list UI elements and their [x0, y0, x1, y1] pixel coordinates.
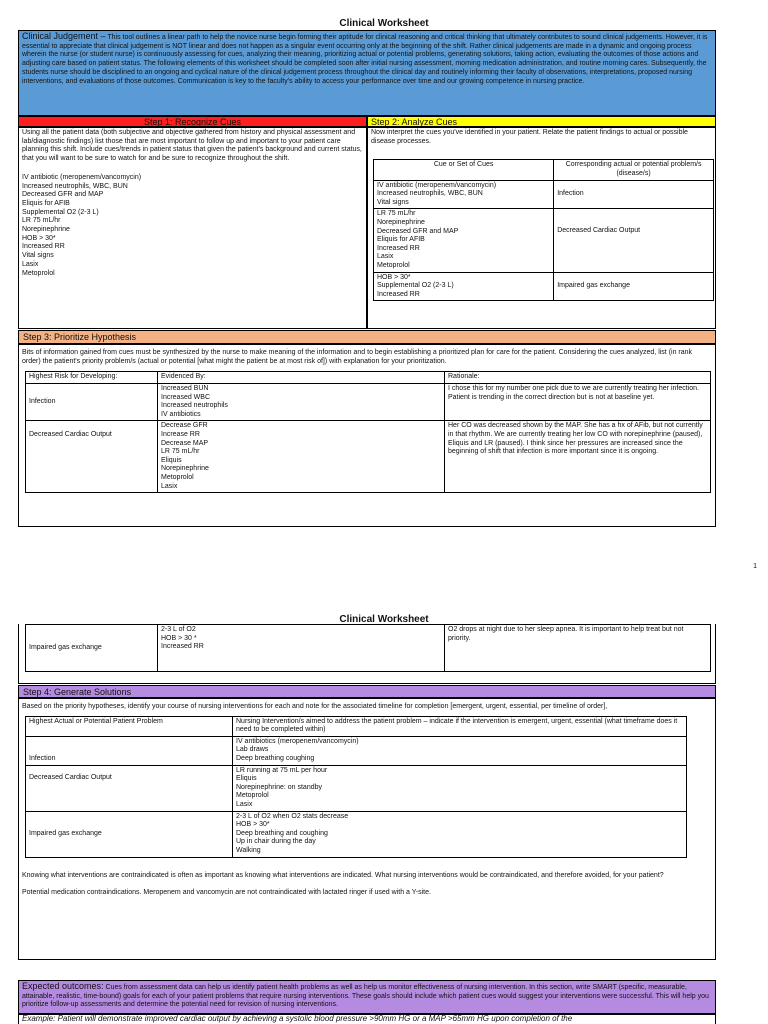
step3-col-evidence: Evidenced By:	[158, 372, 445, 384]
worksheet-page-2	[0, 610, 768, 1024]
expected-outcomes-heading: Expected outcomes:	[22, 981, 104, 991]
list-item: HOB > 30*	[22, 234, 56, 242]
contraindication-answer: Potential medication contraindications. Meropenem and vancomycin are not contraindicated with lactated ringer if used with a Y-site.	[22, 889, 431, 897]
table-row: IV antibiotic (meropenem/vancomycin) Increased neutrophils, WBC, BUN Vital signs Infection	[374, 180, 714, 209]
list-item: Metoprolol	[22, 269, 55, 277]
list-item: Vital signs	[22, 252, 54, 260]
list-item: Increased RR	[22, 243, 65, 251]
step4-body	[18, 698, 716, 960]
step3-intro: Bits of information gained from cues must be synthesized by the nurse to make meaning of the information and to begin establishing a prioritized plan for care for the patient. Considering the cues analyzed, list (in rank order) the patient's priority problem/s (actual or potential [what might the patient be at most risk of]) with explanation for your prioritization.	[22, 349, 693, 365]
step3-table	[25, 371, 711, 493]
step1-header: Step 1: Recognize Cues	[18, 116, 367, 127]
list-item: Norepinephrine	[22, 226, 70, 234]
step4-header: Step 4: Generate Solutions	[18, 685, 716, 698]
table-row: LR 75 mL/hr Norepinephrine Decreased GFR and MAP Eliquis for AFIB Increased RR Lasix Metoprolol Decreased Cardiac Output	[374, 209, 714, 272]
page-title: Clinical Worksheet	[339, 18, 429, 29]
page-number: 1	[753, 563, 757, 570]
clinical-judgement-text: This tool outlines a linear path to help the novice nurse begin forming their aptitude for clinical reasoning and critical thinking that ultimately contributes to sound clinical judgements. However, it is essential to appreciate that clinical judgement is NOT linear and does not happen as a singular event occurring only at the beginning of the shift. Rather clinical judgements are made in a dynamic and ongoing process wherein the nurse (or student nurse) is continuously assessing for cues, analyzing their meaning, prioritizing actual or potential problems, generating solutions, taking action, evaluating the outcomes of those actions and adjusting care based on patient status. The following elements of this worksheet should be completed soon after initial nursing assessment, morning medication administration, and routine morning cares. Subsequently, the students nurse should be disciplined to an ongoing and cyclical nature of the clinical judgement process throughout the clinical day and routinely informing their faculty of observations, interpretations, proposed nursing interventions, and evaluations of those outcomes. Communication is key to the faculty's ability to access your performance over time and our growing competence in nursing practice.	[22, 34, 708, 85]
step2-intro: Now interpret the cues you've identified in your patient. Relate the patient findings to actual or possible disease processes.	[371, 129, 688, 145]
step4-col-interventions: Nursing Intervention/s aimed to address the patient problem – indicate if the intervention is emergent, urgent, essential (what timeframe does it need to be completed within)	[233, 716, 687, 736]
list-item: Eliquis for AFIB	[22, 199, 70, 207]
step4-col-problem: Highest Actual or Potential Patient Problem	[26, 716, 233, 736]
page-title: Clinical Worksheet	[339, 614, 429, 625]
list-item: Supplemental O2 (2-3 L)	[22, 208, 99, 216]
step2-col-problem: Corresponding actual or potential problem/s (disease/s)	[554, 160, 714, 180]
step1-intro: Using all the patient data (both subjective and objective gathered from history and physical assessment and lab/diagnostic findings) list those that are most important to follow up and important to your patient care planning this shift. Include cues/trends in patient status that given the patient's background and current status, that you will want to be sure to watch for and be sure to recognize throughout the shift.	[22, 129, 362, 163]
table-row: HOB > 30* Supplemental O2 (2-3 L) Increased RR Impaired gas exchange	[374, 272, 714, 301]
list-item: IV antibiotic (meropenem/vancomycin)	[22, 173, 142, 181]
step3-continued	[18, 624, 716, 684]
step2-col-cues: Cue or Set of Cues	[374, 160, 554, 180]
clinical-judgement-box	[18, 30, 716, 116]
step3-col-risk: Highest Risk for Developing:	[26, 372, 158, 384]
step3-col-rationale: Rationale:	[445, 372, 711, 384]
step2-body	[367, 127, 716, 329]
list-item: Increased neutrophils, WBC, BUN	[22, 182, 128, 190]
expected-outcomes-box	[18, 980, 716, 1014]
expected-outcomes-example: Example: Patient will demonstrate improved cardiac output by achieving a systolic blood pressure >90mm HG or a MAP >65mm HG upon completion of the	[18, 1014, 716, 1024]
step4-table	[25, 716, 687, 858]
table-row: Infection IV antibiotics (meropenem/vancomycin) Lab draws Deep breathing coughing	[26, 736, 687, 765]
table-row: Impaired gas exchange 2-3 L of O2 when O2 stats decrease HOB > 30* Deep breathing and coughing Up in chair during the day Walking	[26, 811, 687, 857]
step3-body	[18, 344, 716, 527]
step2-header: Step 2: Analyze Cues	[367, 116, 716, 127]
step3-header: Step 3: Prioritize Hypothesis	[18, 330, 716, 344]
table-row: Decreased Cardiac Output Decrease GFR Increase RR Decrease MAP LR 75 mL/hr Eliquis Norepinephrine Metoprolol Lasix Her CO was decreased shown by the MAP. She has a hx of AFib, but not currently in that rhythm. We are currently treating her low CO with norepinephrine (paused), Eliquis and LR (paused). I think since her pressures are increased since the beginning of shift that infection is more important since it is ongoing.	[26, 421, 711, 493]
step4-intro: Based on the priority hypotheses, identify your course of nursing interventions for each and note for the associated timeline for completion [emergent, urgent, essential, per timeline of order],	[22, 703, 608, 710]
contraindication-question: Knowing what interventions are contraindicated is often as important as knowing what interventions are indicated. What nursing interventions would be contraindicated, and therefore avoided, for your patient?	[22, 871, 664, 879]
clinical-judgement-heading: Clinical Judgement –	[22, 31, 106, 41]
step2-table	[373, 159, 714, 301]
table-row: Decreased Cardiac Output LR running at 75 mL per hour Eliquis Norepinephrine: on standby Metoprolol Lasix	[26, 765, 687, 811]
step1-body	[18, 127, 367, 329]
expected-outcomes-text: Cues from assessment data can help us identify patient health problems as well as help us monitor effectiveness of nursing intervention. In this section, write SMART (specific, measurable, attainable, realistic, time-bound) goals for each of your patient problems that require nursing interventions. These goals should include which patient cues would suggest your interventions were successful. This will help you prioritize follow-up assessments and determine the potential need for revision of nursing interventions.	[22, 984, 709, 1009]
list-item: LR 75 mL/hr	[22, 217, 61, 225]
table-row: Infection Increased BUN Increased WBC Increased neutrophils IV antibiotics I chose this for my number one pick due to we are currently treating her infection. Patient is trending in the correct direction but is not at baseline yet.	[26, 384, 711, 421]
list-item: Decreased GFR and MAP	[22, 191, 104, 199]
step1-cue-list	[22, 174, 363, 278]
table-row: Impaired gas exchange 2-3 L of O2 HOB > 30 * Increased RR O2 drops at night due to her sleep apnea. It is important to help treat but not priority.	[26, 625, 711, 672]
list-item: Lasix	[22, 260, 39, 268]
